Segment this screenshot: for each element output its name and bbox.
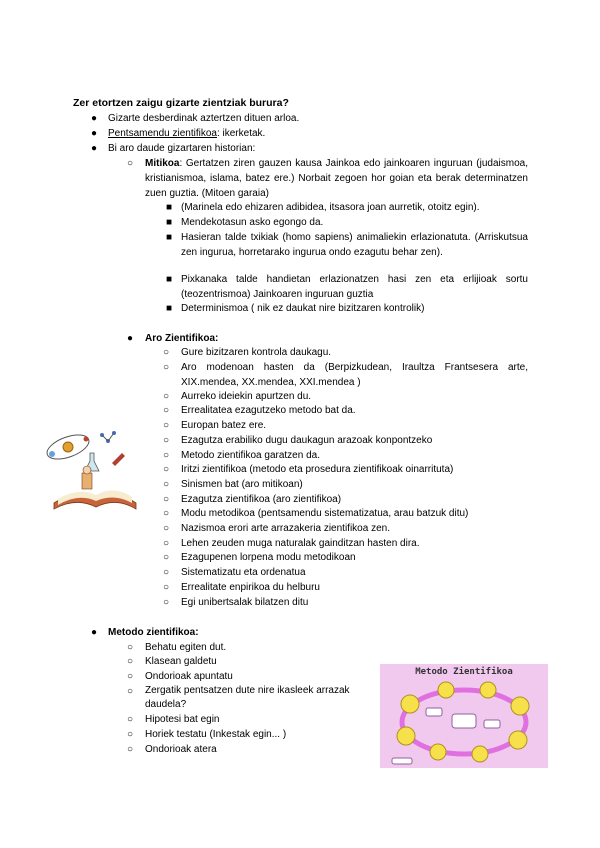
circle-bullet: ○: [163, 538, 170, 549]
aro-item: Egi unibertsalak bilatzen ditu: [181, 597, 309, 608]
bullet-dot: ●: [91, 113, 98, 124]
aro-item: Sistematizatu eta ordenatua: [181, 567, 306, 578]
page-heading: Zer etortzen zaigu gizarte zientziak burura?: [73, 97, 289, 109]
metodo-item: Ondorioak apuntatu: [145, 671, 233, 682]
aro-item: Nazismoa erori arte arrazakeria zientifikoa zen.: [181, 523, 390, 534]
circle-bullet: ○: [127, 686, 134, 697]
aro-item: Europan batez ere.: [181, 420, 267, 431]
circle-bullet: ○: [163, 552, 170, 563]
circle-bullet: ○: [163, 405, 170, 416]
circle-bullet: ○: [163, 479, 170, 490]
metodo-diagram: [380, 664, 548, 768]
aro-item: Ezagutza erabiliko dugu daukagun arazoak konpontzeko: [181, 435, 433, 446]
underlined-term: Pentsamendu zientifikoa: [108, 128, 217, 139]
mitikoa-item: Mendekotasun asko egongo da.: [181, 217, 324, 228]
science-book-illustration: [42, 427, 138, 513]
diagram-title: Metodo Zientifikoa: [415, 667, 513, 677]
bullet-dot: ●: [91, 627, 98, 638]
aro-item: Aurreko ideiekin apurtzen du.: [181, 391, 312, 402]
mitikoa-item: Hasieran talde txikiak (homo sapiens) animaliekin erlazionatuta. (Arriskutsua zen ingurua, horretarako ingurua ondo ezagutu behar zen).: [181, 232, 528, 258]
circle-bullet: ○: [163, 450, 170, 461]
metodo-item: Behatu egiten dut.: [145, 642, 227, 653]
metodo-item: Horiek testatu (Inkestak egin... ): [145, 729, 287, 740]
circle-bullet: ○: [163, 420, 170, 431]
bullet-dot: ●: [91, 143, 98, 154]
circle-bullet: ○: [127, 642, 134, 653]
circle-bullet: ○: [163, 582, 170, 593]
mitikoa-item: Pixkanaka talde handietan erlazionatzen hasi zen eta erlijioak sortu (teozentrismoa) Jainkoaren inguruan guztia: [181, 274, 528, 300]
aro-item: Aro modenoan hasten da (Berpizkudean, Iraultza Frantsesera arte, XIX.mendea, XX.mendea, XXI.mendea ): [181, 362, 528, 388]
circle-bullet: ○: [163, 494, 170, 505]
aro-item: Ezagupenen lorpena modu metodikoan: [181, 552, 356, 563]
circle-bullet: ○: [127, 671, 134, 682]
aro-item: Modu metodikoa (pentsamendu sistematizatua, arau batzuk ditu): [181, 508, 469, 519]
circle-bullet: ○: [163, 391, 170, 402]
circle-bullet: ○: [127, 744, 134, 755]
circle-bullet: ○: [163, 464, 170, 475]
metodo-item: Zergatik pentsatzen dute nire ikasleek arrazak daudela?: [145, 685, 350, 710]
circle-bullet: ○: [163, 523, 170, 534]
aro-item: Iritzi zientifikoa (metodo eta prosedura zientifikoak oinarrituta): [181, 464, 454, 475]
mitikoa-paragraph: Mitikoa: Gertatzen ziren gauzen kausa Jainkoa edo jainkoaren inguruan (judaismoa, kristianismoa, islama, batez ere.) Norbait zegoen hor goian eta berak determinatzen zuen guztia. (Mitoen garaia): [145, 158, 528, 199]
circle-bullet: ○: [127, 729, 134, 740]
square-bullet: ■: [166, 202, 173, 213]
circle-bullet: ○: [163, 362, 170, 373]
bullet-dot: ●: [91, 128, 98, 139]
circle-bullet: ○: [163, 347, 170, 358]
diagram-cycle: [380, 678, 548, 768]
square-bullet: ■: [166, 274, 173, 285]
intro-item-1: Gizarte desberdinak aztertzen dituen arloa.: [108, 113, 300, 124]
metodo-label: Metodo zientifikoa:: [108, 627, 199, 638]
aro-item: Errealitatea ezagutzeko metodo bat da.: [181, 405, 356, 416]
square-bullet: ■: [166, 217, 173, 228]
circle-bullet: ○: [127, 158, 134, 169]
circle-bullet: ○: [163, 435, 170, 446]
aro-item: Metodo zientifikoa garatzen da.: [181, 450, 320, 461]
metodo-item: Klasean galdetu: [145, 656, 217, 667]
square-bullet: ■: [166, 232, 173, 243]
mitikoa-item: Determinismoa ( nik ez daukat nire bizitzaren kontrolik): [181, 303, 425, 314]
aro-item: Ezagutza zientifikoa (aro zientifikoa): [181, 494, 342, 505]
aro-item: Gure bizitzaren kontrola daukagu.: [181, 347, 332, 358]
mitikoa-item: (Marinela edo ehizaren adibidea, itsasora joan aurretik, otoitz egin).: [181, 202, 480, 213]
intro-item-3: Bi aro daude gizartaren historian:: [108, 143, 256, 154]
bullet-dot: ●: [127, 333, 134, 344]
aro-item: Lehen zeuden muga naturalak gainditzan hasten dira.: [181, 538, 420, 549]
intro-item-2: Pentsamendu zientifikoa: ikerketak.: [108, 128, 266, 139]
aro-zientifikoa-label: Aro Zientifikoa:: [145, 333, 219, 344]
metodo-item: Ondorioak atera: [145, 744, 217, 755]
aro-item: Errealitate enpirikoa du helburu: [181, 582, 320, 593]
circle-bullet: ○: [127, 656, 134, 667]
circle-bullet: ○: [163, 567, 170, 578]
circle-bullet: ○: [127, 714, 134, 725]
circle-bullet: ○: [163, 597, 170, 608]
circle-bullet: ○: [163, 508, 170, 519]
square-bullet: ■: [166, 303, 173, 314]
aro-item: Sinismen bat (aro mitikoan): [181, 479, 303, 490]
metodo-item: Hipotesi bat egin: [145, 714, 220, 725]
